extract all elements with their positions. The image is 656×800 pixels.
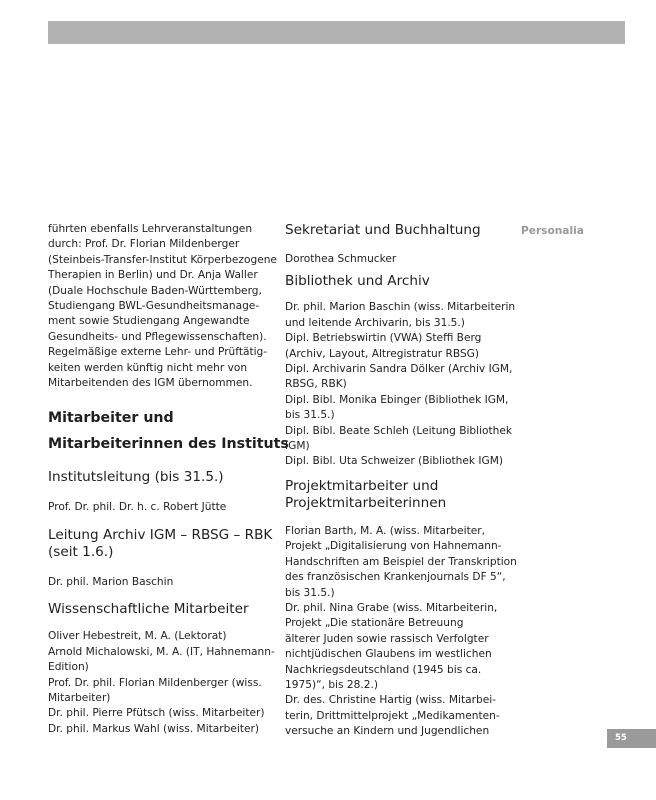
left-column <box>48 222 289 737</box>
staff-entry: Dr. phil. Marion Baschin <box>48 575 174 588</box>
staff-entry: bis 31.5.) <box>285 586 335 599</box>
staff-entry: Dr. des. Christine Hartig (wiss. Mitarbei- <box>285 694 497 707</box>
staff-entry: Prof. Dr. phil. Florian Mildenberger (wiss. <box>48 676 262 689</box>
staff-entry: Projekt „Digitalisierung von Hahnemann- <box>285 540 502 553</box>
text-line: (Duale Hochschule Baden-Württemberg, <box>48 284 262 297</box>
staff-entry: Dipl. Betriebswirtin (VWA) Steffi Berg <box>285 332 482 345</box>
page-number: 55 <box>607 729 656 748</box>
section-heading-institutsleitung: Institutsleitung (bis 31.5.) <box>48 469 224 486</box>
text-line: führten ebenfalls Lehrveranstaltungen <box>48 223 253 235</box>
section-heading-wiss-mitarbeiter: Wissenschaftliche Mitarbeiter <box>48 601 249 618</box>
staff-entry: Dipl. Archivarin Sandra Dölker (Archiv IGM, <box>285 363 513 376</box>
staff-list <box>48 629 275 737</box>
intro-paragraph <box>48 222 277 391</box>
staff-entry: des französischen Krankenjournals DF 5“, <box>285 571 506 584</box>
text-line: Studiengang BWL-Gesundheitsmanage- <box>48 300 260 313</box>
header-bar <box>48 21 625 44</box>
staff-entry: Dorothea Schmucker <box>285 253 397 265</box>
text-line: Therapien in Berlin) und Dr. Anja Waller <box>48 269 258 282</box>
staff-entry: Mitarbeiter) <box>48 691 111 704</box>
main-heading-line: Mitarbeiter und <box>48 410 174 427</box>
staff-entry: Dipl. Bibl. Uta Schweizer (Bibliothek IGM) <box>285 455 504 468</box>
staff-entry: Oliver Hebestreit, M. A. (Lektorat) <box>48 630 227 643</box>
section-heading-line: Projektmitarbeiterinnen <box>285 494 447 511</box>
section-heading-line: Projektmitarbeiter und <box>285 477 439 494</box>
text-line: (Steinbeis-Transfer-Institut Körperbezogene <box>48 253 277 266</box>
staff-entry: älterer Juden sowie rassisch Verfolgter <box>285 632 489 645</box>
staff-entry: Dipl. Bibl. Beate Schleh (Leitung Bibliothek <box>285 424 513 437</box>
staff-entry: Edition) <box>48 661 89 674</box>
staff-entry: Handschriften am Beispiel der Transkription <box>285 555 517 568</box>
staff-entry: 1975)“, bis 28.2.) <box>285 678 378 691</box>
section-heading-line: Leitung Archiv IGM – RBSG – RBK <box>48 526 273 543</box>
text-line: Gesundheits- und Pflegewissenschaften). <box>48 330 267 343</box>
staff-entry: bis 31.5.) <box>285 409 335 422</box>
staff-entry: Nachkriegsdeutschland (1945 bis ca. <box>285 663 482 676</box>
staff-entry: RBSG, RBK) <box>285 378 347 391</box>
staff-entry: IGM) <box>285 440 310 453</box>
staff-entry: Dr. phil. Marion Baschin (wiss. Mitarbeiterin <box>285 301 516 314</box>
staff-entry: Dr. phil. Nina Grabe (wiss. Mitarbeiterin, <box>285 601 498 614</box>
text-line: Regelmäßige externe Lehr- und Prüftätig- <box>48 346 268 359</box>
section-heading-projekt <box>285 478 513 512</box>
text-line: ment sowie Studiengang Angewandte <box>48 315 250 328</box>
section-heading-sekretariat: Sekretariat und Buchhaltung <box>285 222 481 238</box>
staff-entry: und leitende Archivarin, bis 31.5.) <box>285 316 465 329</box>
staff-entry: terin, Drittmittelprojekt „Medikamenten- <box>285 709 500 722</box>
staff-entry: Dr. phil. Pierre Pfütsch (wiss. Mitarbeiter) <box>48 707 265 720</box>
main-heading <box>48 405 289 457</box>
section-heading-line: (seit 1.6.) <box>48 543 114 560</box>
staff-entry: Dipl. Bibl. Monika Ebinger (Bibliothek IGM, <box>285 393 509 406</box>
text-line: durch: Prof. Dr. Florian Mildenberger <box>48 238 240 251</box>
staff-entry: versuche an Kindern und Jugendlichen <box>285 725 490 738</box>
staff-entry: nichtjüdischen Glaubens im westlichen <box>285 648 492 661</box>
staff-entry: Prof. Dr. phil. Dr. h. c. Robert Jütte <box>48 501 227 514</box>
main-heading-line: Mitarbeiterinnen des Instituts <box>48 436 289 453</box>
staff-list <box>285 300 516 469</box>
section-heading-bibliothek: Bibliothek und Archiv <box>285 273 430 290</box>
staff-entry: (Archiv, Layout, Altregistratur RBSG) <box>285 347 480 360</box>
text-line: Mitarbeitenden des IGM übernommen. <box>48 377 253 390</box>
staff-list <box>285 524 517 740</box>
right-column <box>285 222 517 740</box>
text-line: keiten werden künftig nicht mehr von <box>48 361 248 374</box>
staff-entry: Arnold Michalowski, M. A. (IT, Hahnemann- <box>48 645 275 658</box>
section-heading-leitung-archiv <box>48 526 273 561</box>
staff-entry: Florian Barth, M. A. (wiss. Mitarbeiter, <box>285 524 485 537</box>
staff-entry: Dr. phil. Markus Wahl (wiss. Mitarbeiter) <box>48 722 259 735</box>
staff-entry: Projekt „Die stationäre Betreuung <box>285 617 464 630</box>
running-head: Personalia <box>521 225 584 237</box>
